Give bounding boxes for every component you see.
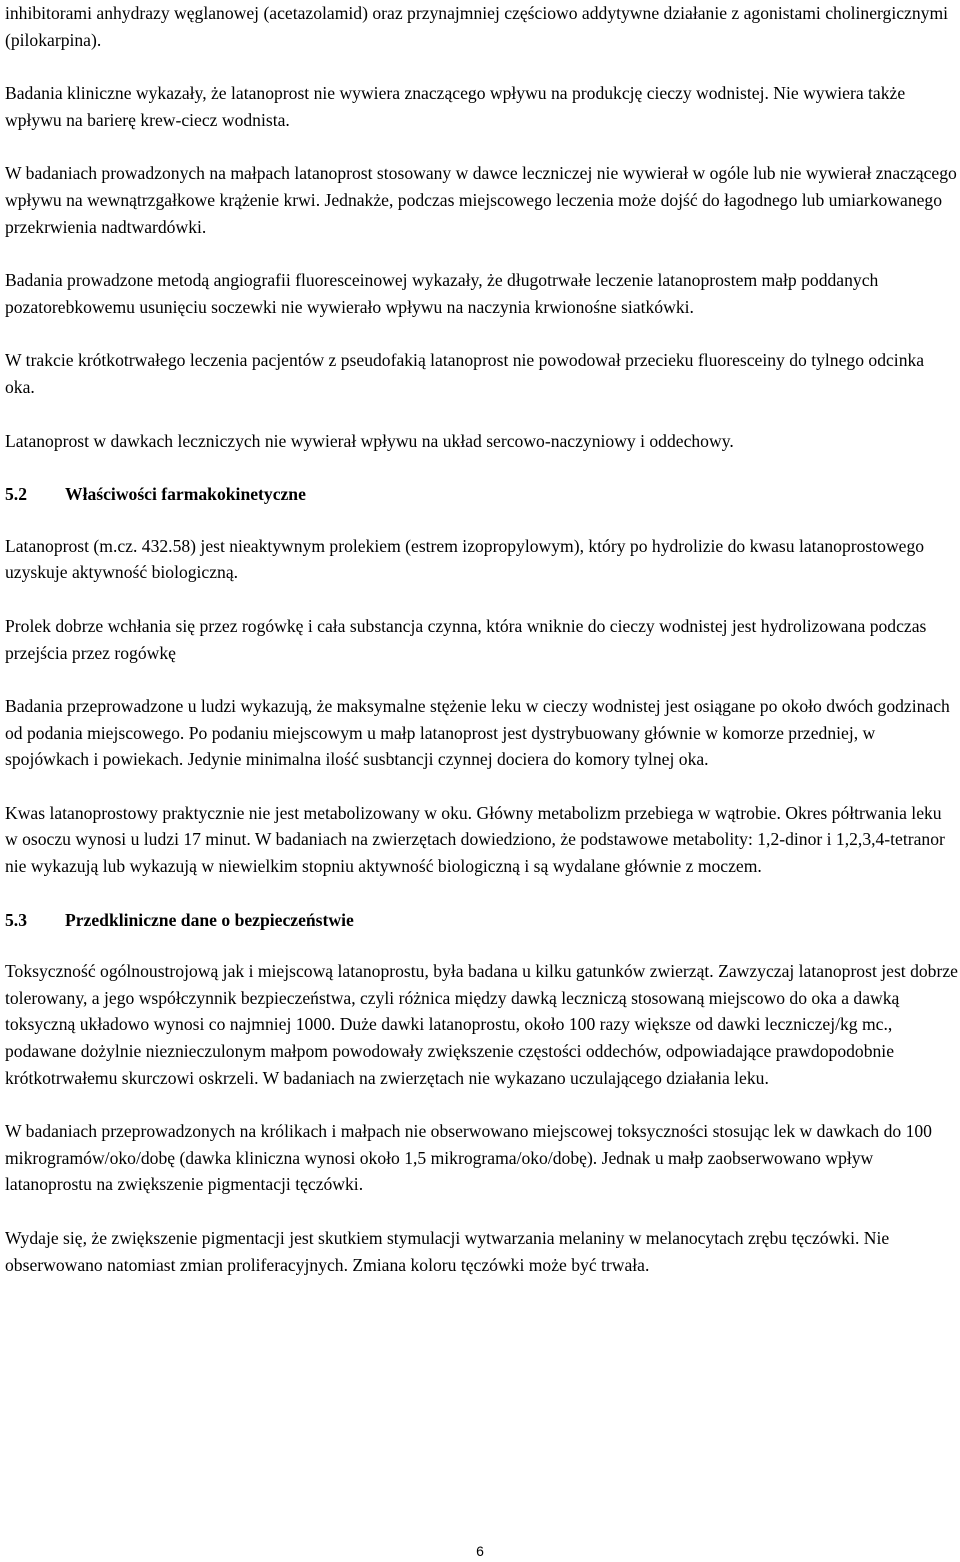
paragraph: Badania przeprowadzone u ludzi wykazują, że maksymalne stężenie leku w cieczy wodnistej jest osiągane po około dwóch godzinach od podania miejscowego. Po podaniu miejscowym u małp latanoprost jest dystrybuowany głównie w komorze przedniej, w spojówkach i powiekach. Jedynie minimalna ilość susbtancji czynnej dociera do komory tylnej oka. [5,696,950,770]
document-page [5,0,958,1305]
paragraph: Prolek dobrze wchłania się przez rogówkę i cała substancja czynna, która wniknie do cieczy wodnistej jest hydrolizowana podczas przejścia przez rogówkę [5,615,927,663]
section-heading-5-3 [5,907,958,934]
paragraph: Latanoprost w dawkach leczniczych nie wywierał wpływu na układ sercowo-naczyniowy i oddechowy. [5,430,734,451]
paragraph: W badaniach prowadzonych na małpach latanoprost stosowany w dawce leczniczej nie wywierał w ogóle lub nie wywierał znaczącego wpływu na wewnątrzgałkowe krążenie krwi. Jednakże, podczas miejscowego leczenia może dojść do łagodnego lub umiarkowanego przekrwienia nadtwardówki. [5,163,957,237]
paragraph: inhibitorami anhydrazy węglanowej (acetazolamid) oraz przynajmniej częściowo addytywne działanie z agonistami cholinergicznymi (pilokarpina). [5,3,949,50]
paragraph: Badania kliniczne wykazały, że latanoprost nie wywiera znaczącego wpływu na produkcję cieczy wodnistej. Nie wywiera także wpływu na barierę krew-ciecz wodnista. [5,83,906,130]
page-number: 6 [476,1543,484,1559]
paragraph: Wydaje się, że zwiększenie pigmentacji jest skutkiem stymulacji wytwarzania melaniny w melanocytach zrębu tęczówki. Nie obserwowano natomiast zmian proliferacyjnych. Zmiana koloru tęczówki może być trwała. [5,1228,890,1275]
paragraph: Latanoprost (m.cz. 432.58) jest nieaktywnym prolekiem (estrem izopropylowym), który po hydrolizie do kwasu latanoprostowego uzyskuje aktywność biologiczną. [5,535,925,583]
section-title: Przedkliniczne dane o bezpieczeństwie [65,909,354,930]
section-title: Właściwości farmakokinetyczne [65,484,306,505]
section-number: 5.3 [5,909,27,930]
paragraph: Badania prowadzone metodą angiografii fluoresceinowej wykazały, że długotrwałe leczenie latanoprostem małp poddanych pozatorebkowemu usunięciu soczewki nie wywierało wpływu na naczynia krwionośne siatkówki. [5,270,879,317]
section-number: 5.2 [5,484,27,505]
paragraph: W trakcie krótkotrwałego leczenia pacjentów z pseudofakią latanoprost nie powodował przecieku fluoresceiny do tylnego odcinka oka. [5,350,925,397]
section-heading-5-2 [5,481,958,508]
paragraph: Kwas latanoprostowy praktycznie nie jest metabolizowany w oku. Główny metabolizm przebiega w wątrobie. Okres półtrwania leku w osoczu wynosi u ludzi 17 minut. W badaniach na zwierzętach dowiedziono, że podstawowe metabolity: 1,2-dinor i 1,2,3,4-tetranor nie wykazują lub wykazują w niewielkim stopniu aktywność biologiczną i są wydalane głównie z moczem. [5,802,945,877]
paragraph: W badaniach przeprowadzonych na królikach i małpach nie obserwowano miejscowej toksyczności stosując lek w dawkach do 100 mikrogramów/oko/dobę (dawka kliniczna wynosi około 1,5 mikrograma/oko/dobę). Jednak u małp zaobserwowano wpływ latanoprostu na zwiększenie pigmentacji tęczówki. [5,1121,932,1195]
paragraph: Toksyczność ogólnoustrojową jak i miejscową latanoprostu, była badana u kilku gatunków zwierząt. Zawzyczaj latanoprost jest dobrze tolerowany, a jego współczynnik bezpieczeństwa, czyli różnica między dawką leczniczą stosowaną miejscowo do oka a dawką toksyczną układowo wynosi co najmniej 1000. Duże dawki latanoprostu, około 100 razy większe od dawki leczniczej/kg mc., podawane dożylnie nieznieczulonym małpom powodowały zwiększenie częstości oddechów, odpowiadające prawdopodobnie krótkotrwałemu skurczowi oskrzeli. W badaniach na zwierzętach nie wykazano uczulającego działania leku. [5,961,958,1088]
